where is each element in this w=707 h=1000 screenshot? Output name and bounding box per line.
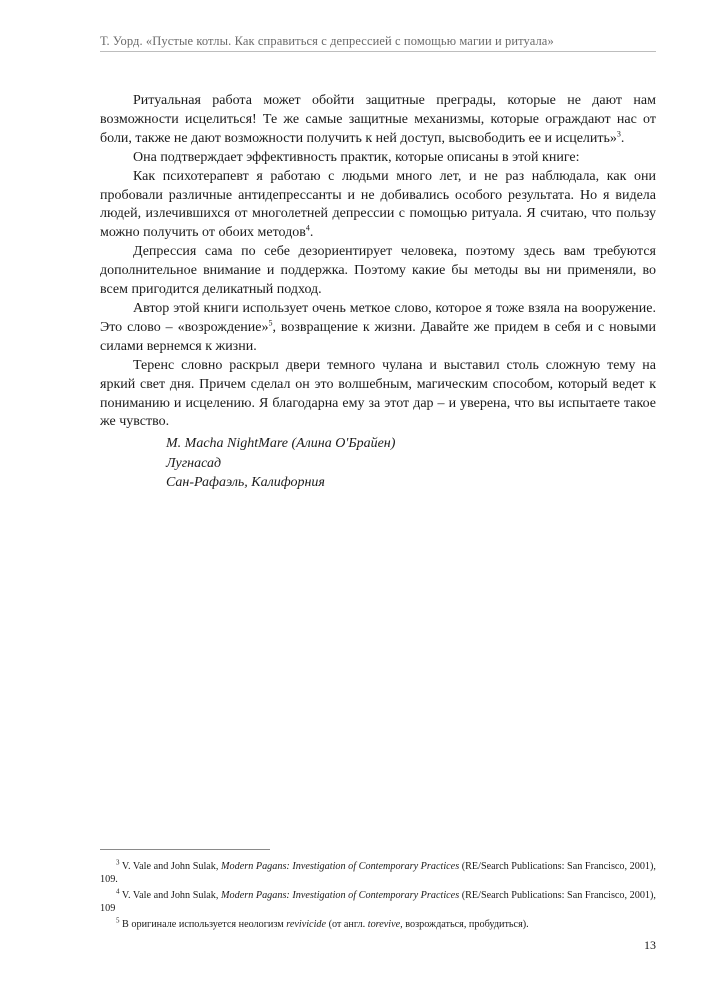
- paragraph: Автор этой книги использует очень меткое слово, которое я тоже взяла на вооружение. Это слово – «возрождение»$^5$, возвращение к жизни. Давайте же придем в себя и с новыми силами вернемся к жизни.: [100, 300, 656, 354]
- footnote: $^4$ V. Vale and John Sulak, Modern Pagans: Investigation of Contemporary Practices (RE/Search Publications: San Francisco, 2001), 109: [100, 887, 656, 915]
- paragraph: Депрессия сама по себе дезориентирует человека, поэтому здесь вам требуются дополнительное внимание и поддержка. Поэтому какие бы методы вы ни применяли, во всем пригодится деликатный подход.: [100, 244, 656, 298]
- paragraph: Теренс словно раскрыл двери темного чулана и выставил столь сложную тему на яркий свет дня. Причем сделал он это волшебным, магическим способом, который ведет к пониманию и исцелению. Я благодарна ему за этот дар – и уверена, что вы испытаете такое же чувство.: [100, 357, 656, 430]
- paragraph: Как психотерапевт я работаю с людьми много лет, и не раз наблюдала, как они пробовали различные антидепрессанты и не добивались особого результата. Но я видела людей, излечившихся от многолетней депрессии с помощью ритуала. Я считаю, что пользу можно получить от обоих методов$^4$.: [100, 168, 656, 241]
- footnotes: [100, 860, 656, 934]
- footnote-divider: [100, 849, 270, 850]
- signature-author: M. Macha NightMare (Алина О'Брайен): [166, 436, 396, 452]
- header-divider: [100, 51, 656, 52]
- signature-block: [100, 434, 656, 493]
- footnote-number: 5: [116, 916, 120, 925]
- main-text: [100, 92, 656, 493]
- footnote-ref[interactable]: 5: [268, 318, 273, 328]
- signature-place: Сан-Рафаэль, Калифорния: [166, 475, 325, 491]
- footnote-number: 3: [116, 858, 120, 867]
- footnote-ref[interactable]: 3: [616, 129, 621, 139]
- footnote: $^3$ V. Vale and John Sulak, Modern Pagans: Investigation of Contemporary Practices (RE/Search Publications: San Francisco, 2001), 109.: [100, 858, 656, 886]
- footnote-ref[interactable]: 4: [305, 223, 310, 233]
- running-header: Т. Уорд. «Пустые котлы. Как справиться с депрессией с помощью магии и ритуала»: [100, 34, 554, 48]
- page-number: 13: [644, 938, 656, 952]
- paragraph: Ритуальная работа может обойти защитные преграды, которые не дают нам возможности исцелиться! Те же самые защитные механизмы, которые ограждают нас от боли, также не дают возможности получить к ней доступ, высвободить ее и исцелить»$^3$.: [100, 93, 656, 146]
- footnote: $^5$ В оригинале используется неологизм revivicide (от англ. torevive, возрождаться, пробудиться).: [116, 916, 529, 930]
- signature-occasion: Лугнасад: [166, 455, 222, 471]
- paragraph: Она подтверждает эффективность практик, которые описаны в этой книге:: [133, 149, 580, 165]
- footnote-number: 4: [116, 887, 120, 896]
